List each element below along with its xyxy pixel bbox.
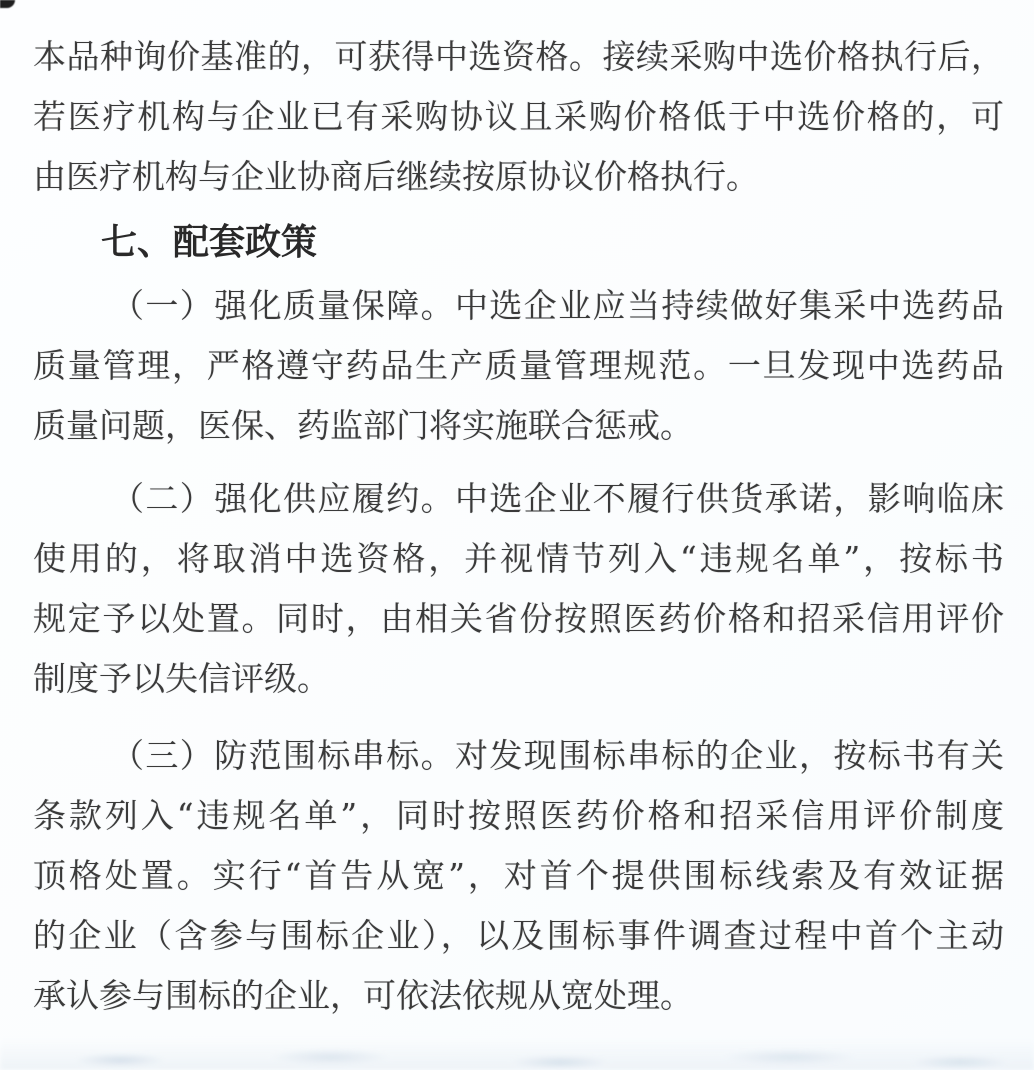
text-line: 由医疗机构与企业协商后继续按原协议价格执行。 bbox=[33, 157, 759, 196]
text-line: 条款列入“违规名单”，同时按照医药价格和招采信用评价制度 bbox=[33, 796, 1004, 835]
text-line: 承认参与围标的企业，可依法依规从宽处理。 bbox=[33, 976, 693, 1015]
text-line: 本品种询价基准的，可获得中选资格。接续采购中选价格执行后， bbox=[33, 37, 1004, 76]
text-line: （二）强化供应履约。中选企业不履行供货承诺，影响临床 bbox=[111, 479, 1004, 518]
text-line: 质量管理，严格遵守药品生产质量管理规范。一旦发现中选药品 bbox=[33, 346, 1004, 385]
paragraph bbox=[33, 27, 1004, 207]
text-line: 的企业（含参与围标企业），以及围标事件调查过程中首个主动 bbox=[33, 916, 1004, 955]
paragraph bbox=[33, 726, 1004, 1026]
heading-line: 七、配套政策 bbox=[101, 222, 318, 263]
text-line: 制度予以失信评级。 bbox=[33, 659, 330, 698]
text-line: 使用的，将取消中选资格，并视情节列入“违规名单”，按标书 bbox=[33, 539, 1004, 578]
text-line: 若医疗机构与企业已有采购协议且采购价格低于中选价格的，可 bbox=[33, 97, 1004, 136]
section-heading bbox=[33, 213, 1004, 273]
paragraph bbox=[33, 276, 1004, 456]
text-line: 规定予以处置。同时，由相关省份按照医药价格和招采信用评价 bbox=[33, 599, 1004, 638]
text-line: 顶格处置。实行“首告从宽”，对首个提供围标线索及有效证据 bbox=[33, 856, 1004, 895]
paragraph bbox=[33, 469, 1004, 709]
text-line: （三）防范围标串标。对发现围标串标的企业，按标书有关 bbox=[111, 736, 1004, 775]
text-line: （一）强化质量保障。中选企业应当持续做好集采中选药品 bbox=[111, 286, 1004, 325]
text-line: 质量问题，医保、药监部门将实施联合惩戒。 bbox=[33, 406, 693, 445]
page-bottom-show-through bbox=[0, 1038, 1034, 1070]
